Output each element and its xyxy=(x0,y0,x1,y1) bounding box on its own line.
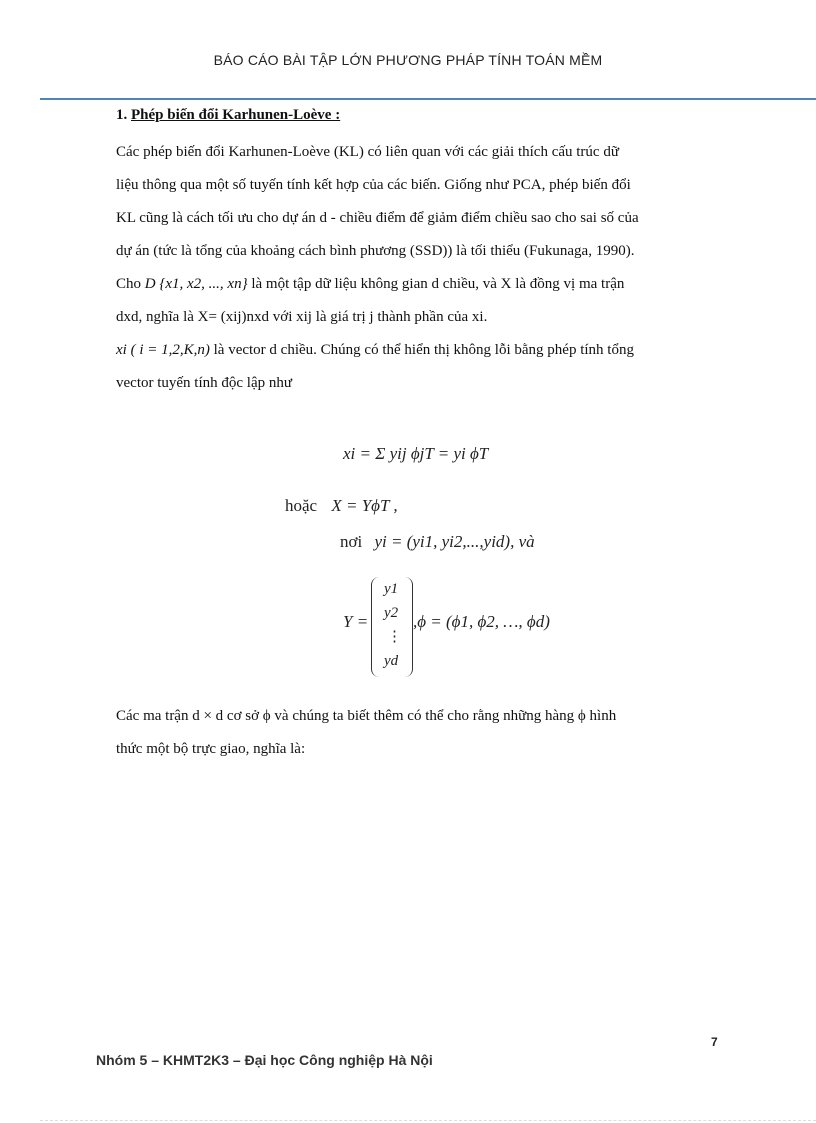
page-number: 7 xyxy=(711,1035,718,1049)
paragraph-line: thức một bộ trực giao, nghĩa là: xyxy=(116,741,306,757)
paragraph-line: Các phép biến đổi Karhunen-Loève (KL) có liên quan với các giải thích cấu trúc dữ xyxy=(116,144,619,160)
page-header-title: BÁO CÁO BÀI TẬP LỚN PHƯƠNG PHÁP TÍNH TOÁN MỀM xyxy=(213,52,603,68)
header-divider xyxy=(40,98,816,100)
paragraph-line: xi ( i = 1,2,K,n) là vector d chiều. Chúng có thể hiển thị không lỗi bằng phép tính tổng xyxy=(116,342,634,358)
vector-entry: yd xyxy=(384,653,399,669)
paragraph-line: dxd, nghĩa là X= (xij)nxd với xij là giá trị j thành phần của xi. xyxy=(116,309,488,325)
document-body xyxy=(116,104,716,400)
vector-notation: xi ( i = 1,2,K,n) xyxy=(116,342,210,358)
vector-entry: y2 xyxy=(384,605,399,621)
vector-entry: y1 xyxy=(384,581,399,597)
paragraph-line: Cho D {x1, x2, ..., xn} là một tập dữ liệu không gian d chiều, và X là đồng vị ma trận xyxy=(116,276,625,292)
section-heading xyxy=(116,104,716,126)
page-footer: Nhóm 5 – KHMT2K3 – Đại học Công nghiệp Hà Nội xyxy=(96,1052,433,1068)
formula-hoac: hoặc X = YϕT , xyxy=(285,496,398,515)
footer-divider xyxy=(40,1120,816,1121)
formula-Y-label: Y = xyxy=(343,612,369,631)
dataset-notation: D {x1, x2, ..., xn} xyxy=(144,276,248,292)
formula-image xyxy=(285,432,585,682)
paragraph-line: liệu thông qua một số tuyến tính kết hợp của các biến. Giống như PCA, phép biến đổi xyxy=(116,177,631,193)
paragraph-line: vector tuyến tính độc lập như xyxy=(116,375,293,391)
section-title: Phép biến đổi Karhunen-Loève : xyxy=(131,107,341,123)
paragraph-line: Các ma trận d × d cơ sở ϕ và chúng ta biết thêm có thể cho rằng những hàng ϕ hình xyxy=(116,708,617,724)
section-number: 1. xyxy=(116,107,128,123)
formula-phi: ,ϕ = (ϕ1, ϕ2, …, ϕd) xyxy=(413,612,550,631)
vector-Y xyxy=(371,577,413,677)
formula-line-1: xi = Σ yij ϕjT = yi ϕT xyxy=(343,444,489,463)
paragraph-line: dự án (tức là tổng của khoảng cách bình phương (SSD)) là tối thiểu (Fukunaga, 1990). xyxy=(116,243,635,259)
paragraph-line: KL cũng là cách tối ưu cho dự án d - chiều điểm để giảm điểm chiều sao cho sai số của xyxy=(116,210,639,226)
vector-entry: ⋮ xyxy=(387,629,402,645)
document-body-continued xyxy=(116,700,716,766)
formula-noi: nơi yi = (yi1, yi2,...,yid), và xyxy=(340,532,535,551)
